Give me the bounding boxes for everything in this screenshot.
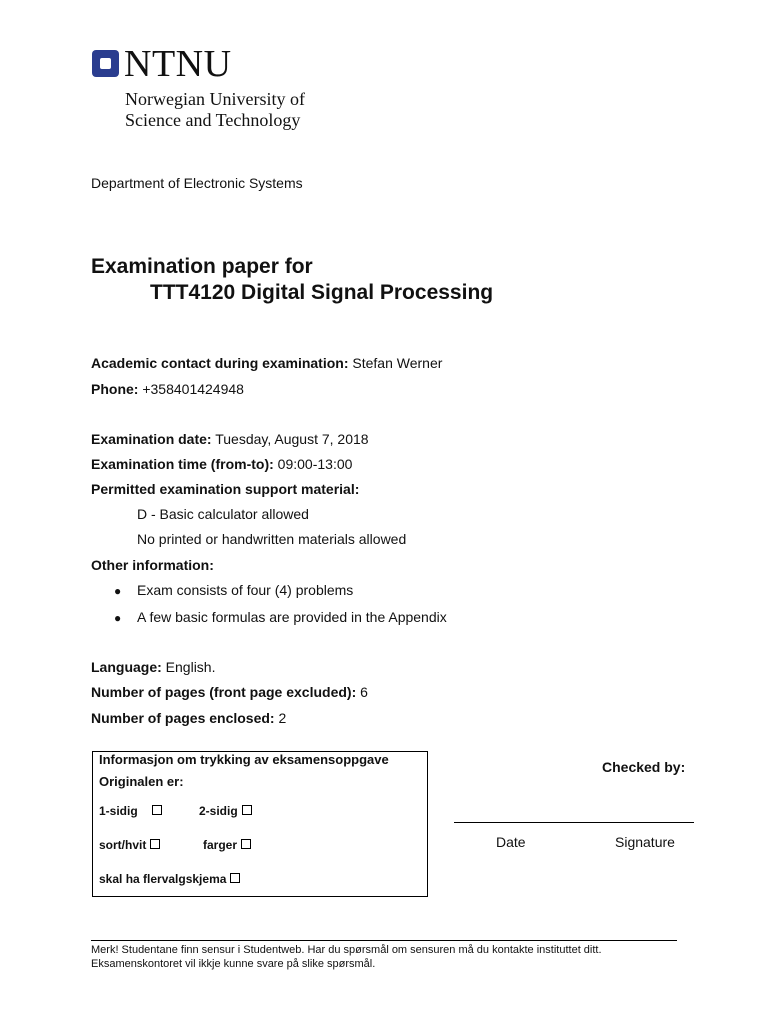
checkbox-icon[interactable] <box>242 805 252 815</box>
contact-row <box>91 355 442 371</box>
contact-value: Stefan Werner <box>352 355 443 371</box>
other-item: Exam consists of four (4) problems <box>137 582 354 598</box>
university-line-1: Norwegian University of <box>125 89 305 109</box>
footer-note-line-2: Eksamenskontoret vil ikkje kunne svare på slike spørsmål. <box>91 958 376 970</box>
color-option[interactable]: farger <box>203 838 251 852</box>
language-value: English. <box>165 659 216 675</box>
title-line-1: Examination paper for <box>91 255 313 278</box>
pages-row <box>91 684 368 700</box>
enclosed-row <box>91 710 286 726</box>
other-info-label: Other information: <box>91 557 214 573</box>
date-value: Tuesday, August 7, 2018 <box>215 431 369 447</box>
print-box-heading: Informasjon om trykking av eksamensoppgave <box>99 752 389 767</box>
language-label: Language: <box>91 659 162 675</box>
course-title: TTT4120 Digital Signal Processing <box>150 281 494 304</box>
checkbox-icon[interactable] <box>241 839 251 849</box>
two-sided-option[interactable]: 2-sidig <box>199 804 252 818</box>
university-name <box>125 89 305 131</box>
support-label: Permitted examination support material: <box>91 481 360 497</box>
support-item: No printed or handwritten materials allowed <box>137 531 407 547</box>
phone-row <box>91 381 244 397</box>
signature-caption: Signature <box>615 834 675 850</box>
time-value: 09:00-13:00 <box>277 456 353 472</box>
checkbox-icon[interactable] <box>230 873 240 883</box>
logo-text: NTNU <box>124 43 232 85</box>
time-label: Examination time (from-to): <box>91 456 274 472</box>
phone-value: +358401424948 <box>142 381 244 397</box>
signature-line <box>454 822 694 823</box>
contact-label: Academic contact during examination: <box>91 355 349 371</box>
time-row <box>91 456 352 472</box>
multiple-choice-option[interactable]: skal ha flervalgskjema <box>99 872 240 886</box>
checked-by-label: Checked by: <box>602 759 686 775</box>
original-label: Originalen er: <box>99 774 184 789</box>
ntnu-logo-icon <box>92 50 119 77</box>
phone-label: Phone: <box>91 381 139 397</box>
department: Department of Electronic Systems <box>91 175 303 191</box>
footer-divider <box>91 940 677 941</box>
date-label: Examination date: <box>91 431 212 447</box>
one-sided-option[interactable]: 1-sidig <box>99 804 162 818</box>
pages-value: 6 <box>360 684 368 700</box>
enclosed-value: 2 <box>278 710 287 726</box>
footer-note <box>91 943 602 971</box>
enclosed-label: Number of pages enclosed: <box>91 710 275 726</box>
date-caption: Date <box>496 834 526 850</box>
bullet-icon: ● <box>114 611 122 625</box>
support-item: D - Basic calculator allowed <box>137 506 309 522</box>
footer-note-line-1: Merk! Studentane finn sensur i Studentweb. Har du spørsmål om sensuren må du kontakte instituttet ditt. <box>91 944 602 956</box>
language-row <box>91 659 215 675</box>
bullet-icon: ● <box>114 584 122 598</box>
bw-option[interactable]: sort/hvit <box>99 838 160 852</box>
print-info-box <box>92 751 428 897</box>
other-item: A few basic formulas are provided in the Appendix <box>137 609 447 625</box>
university-line-2: Science and Technology <box>125 110 301 130</box>
checkbox-icon[interactable] <box>150 839 160 849</box>
date-row <box>91 431 369 447</box>
checkbox-icon[interactable] <box>152 805 162 815</box>
pages-label: Number of pages (front page excluded): <box>91 684 357 700</box>
